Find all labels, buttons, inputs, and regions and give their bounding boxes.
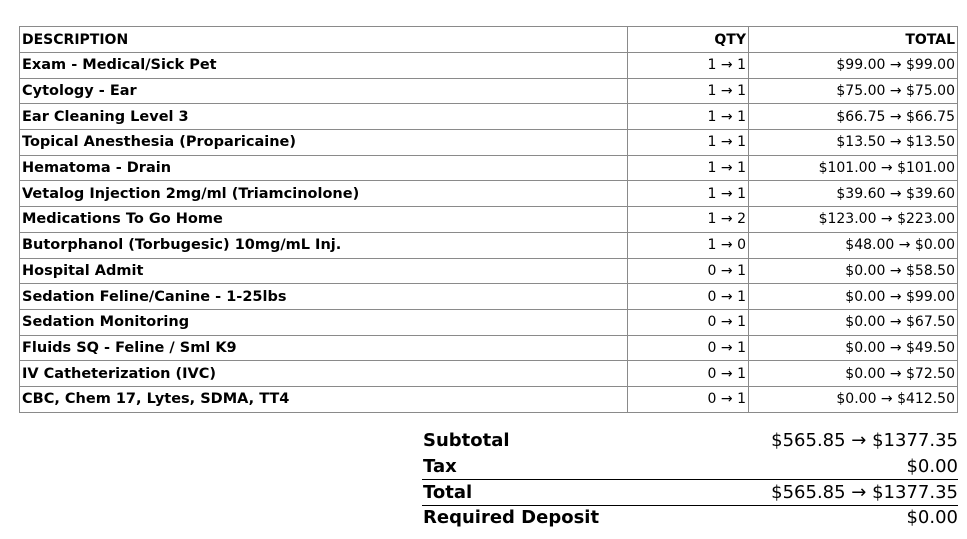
cell-qty: 1 → 1 <box>628 130 749 156</box>
tax-value: $0.00 <box>906 455 958 477</box>
table-row <box>20 155 958 181</box>
cell-total: $123.00 → $223.00 <box>749 207 958 233</box>
subtotal-row <box>422 428 958 454</box>
cell-total: $13.50 → $13.50 <box>749 130 958 156</box>
cell-qty: 1 → 1 <box>628 53 749 79</box>
cell-total: $0.00 → $49.50 <box>749 335 958 361</box>
table-row <box>20 207 958 233</box>
cell-description: Fluids SQ - Feline / Sml K9 <box>20 335 628 361</box>
table-row <box>20 104 958 130</box>
table-row <box>20 258 958 284</box>
totals-summary <box>422 428 958 530</box>
cell-total: $75.00 → $75.00 <box>749 78 958 104</box>
table-row <box>20 309 958 335</box>
cell-description: Butorphanol (Torbugesic) 10mg/mL Inj. <box>20 232 628 258</box>
cell-description: Sedation Monitoring <box>20 309 628 335</box>
required-deposit-row <box>422 505 958 531</box>
cell-qty: 1 → 1 <box>628 181 749 207</box>
table-row <box>20 78 958 104</box>
column-header-total: TOTAL <box>749 27 958 53</box>
table-header-row <box>20 27 958 53</box>
table-row <box>20 53 958 79</box>
line-items-table <box>19 26 958 413</box>
table-row <box>20 335 958 361</box>
total-label: Total <box>423 481 473 503</box>
cell-description: Hospital Admit <box>20 258 628 284</box>
cell-total: $0.00 → $412.50 <box>749 386 958 412</box>
cell-qty: 0 → 1 <box>628 258 749 284</box>
column-header-description: DESCRIPTION <box>20 27 628 53</box>
table-row <box>20 361 958 387</box>
cell-total: $0.00 → $72.50 <box>749 361 958 387</box>
cell-description: CBC, Chem 17, Lytes, SDMA, TT4 <box>20 386 628 412</box>
cell-total: $101.00 → $101.00 <box>749 155 958 181</box>
tax-row <box>422 454 958 480</box>
total-row <box>422 479 958 505</box>
cell-qty: 1 → 2 <box>628 207 749 233</box>
column-header-qty: QTY <box>628 27 749 53</box>
cell-qty: 0 → 1 <box>628 361 749 387</box>
cell-description: Hematoma - Drain <box>20 155 628 181</box>
cell-description: Topical Anesthesia (Proparicaine) <box>20 130 628 156</box>
subtotal-value: $565.85 → $1377.35 <box>771 430 958 452</box>
tax-label: Tax <box>423 455 457 477</box>
cell-total: $0.00 → $58.50 <box>749 258 958 284</box>
total-value: $565.85 → $1377.35 <box>771 481 958 503</box>
cell-description: Sedation Feline/Canine - 1-25lbs <box>20 284 628 310</box>
cell-total: $99.00 → $99.00 <box>749 53 958 79</box>
cell-qty: 0 → 1 <box>628 309 749 335</box>
cell-description: Exam - Medical/Sick Pet <box>20 53 628 79</box>
cell-description: Ear Cleaning Level 3 <box>20 104 628 130</box>
cell-qty: 1 → 1 <box>628 104 749 130</box>
cell-description: Vetalog Injection 2mg/ml (Triamcinolone) <box>20 181 628 207</box>
cell-total: $66.75 → $66.75 <box>749 104 958 130</box>
table-row <box>20 284 958 310</box>
cell-description: Medications To Go Home <box>20 207 628 233</box>
table-row <box>20 386 958 412</box>
table-row <box>20 130 958 156</box>
cell-qty: 0 → 1 <box>628 335 749 361</box>
required-deposit-value: $0.00 <box>906 507 958 529</box>
cell-qty: 0 → 1 <box>628 386 749 412</box>
cell-description: Cytology - Ear <box>20 78 628 104</box>
cell-description: IV Catheterization (IVC) <box>20 361 628 387</box>
cell-total: $0.00 → $67.50 <box>749 309 958 335</box>
cell-total: $48.00 → $0.00 <box>749 232 958 258</box>
cell-qty: 0 → 1 <box>628 284 749 310</box>
cell-qty: 1 → 1 <box>628 155 749 181</box>
table-row <box>20 232 958 258</box>
subtotal-label: Subtotal <box>423 430 510 452</box>
table-row <box>20 181 958 207</box>
cell-qty: 1 → 1 <box>628 78 749 104</box>
required-deposit-label: Required Deposit <box>423 507 600 529</box>
cell-qty: 1 → 0 <box>628 232 749 258</box>
cell-total: $0.00 → $99.00 <box>749 284 958 310</box>
cell-total: $39.60 → $39.60 <box>749 181 958 207</box>
